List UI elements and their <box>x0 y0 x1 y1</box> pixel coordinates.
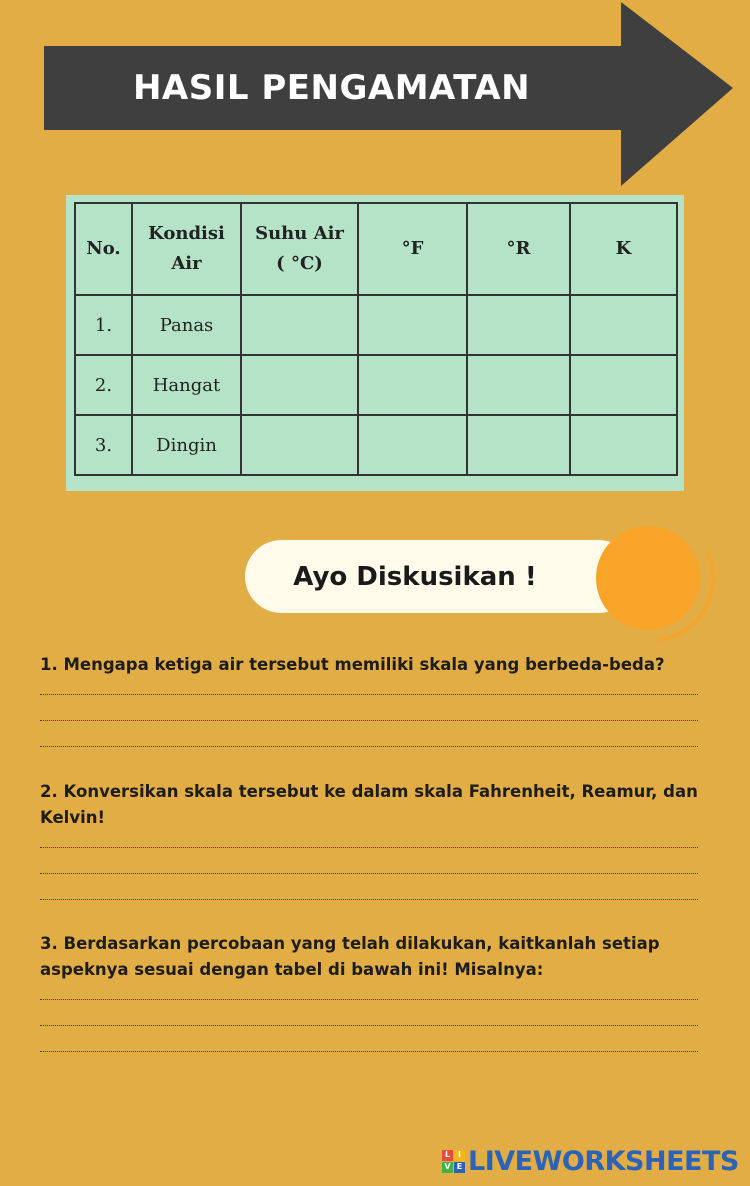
liveworksheets-logo[interactable] <box>442 1144 739 1178</box>
cell-reamur-input[interactable] <box>467 295 570 355</box>
answer-line-2a[interactable] <box>40 847 698 848</box>
logo-text: LIVEWORKSHEETS <box>468 1145 739 1177</box>
logo-mark-tile: I <box>454 1150 465 1161</box>
answer-line-2c[interactable] <box>40 899 698 900</box>
logo-mark-tile: E <box>454 1162 465 1173</box>
header-kondisi: Kondisi Air <box>132 203 241 295</box>
table-row <box>75 295 677 355</box>
cell-kondisi: Hangat <box>132 355 241 415</box>
question-1: 1. Mengapa ketiga air tersebut memiliki skala yang berbeda-beda? <box>40 655 665 674</box>
question-3: 3. Berdasarkan percobaan yang telah dilakukan, kaitkanlah setiap aspeknya sesuai dengan tabel di bawah ini! Misalnya: <box>40 934 660 979</box>
header-kelvin: K <box>570 203 677 295</box>
table-row <box>75 355 677 415</box>
observation-table-panel <box>66 195 684 491</box>
cell-celsius-input[interactable] <box>241 355 358 415</box>
header-reamur: °R <box>467 203 570 295</box>
answer-line-3a[interactable] <box>40 999 698 1000</box>
cell-celsius-input[interactable] <box>241 415 358 475</box>
cell-fahrenheit-input[interactable] <box>358 295 467 355</box>
cell-celsius-input[interactable] <box>241 295 358 355</box>
table-row <box>75 415 677 475</box>
cell-kondisi: Dingin <box>132 415 241 475</box>
cell-kelvin-input[interactable] <box>570 415 677 475</box>
header-no: No. <box>75 203 132 295</box>
page-title: HASIL PENGAMATAN <box>132 68 531 108</box>
answer-line-1a[interactable] <box>40 694 698 695</box>
cell-kelvin-input[interactable] <box>570 295 677 355</box>
logo-mark-tile: V <box>442 1162 453 1173</box>
cell-fahrenheit-input[interactable] <box>358 355 467 415</box>
cell-reamur-input[interactable] <box>467 415 570 475</box>
answer-line-3c[interactable] <box>40 1051 698 1052</box>
cell-fahrenheit-input[interactable] <box>358 415 467 475</box>
answer-line-3b[interactable] <box>40 1025 698 1026</box>
answer-line-1c[interactable] <box>40 746 698 747</box>
cell-kelvin-input[interactable] <box>570 355 677 415</box>
answer-line-2b[interactable] <box>40 873 698 874</box>
cell-reamur-input[interactable] <box>467 355 570 415</box>
observation-table <box>74 202 678 476</box>
cell-no: 3. <box>75 415 132 475</box>
cell-no: 2. <box>75 355 132 415</box>
question-2: 2. Konversikan skala tersebut ke dalam skala Fahrenheit, Reamur, dan Kelvin! <box>40 782 698 827</box>
table-header-row <box>75 203 677 295</box>
answer-line-1b[interactable] <box>40 720 698 721</box>
discussion-title: Ayo Diskusikan ! <box>293 561 537 592</box>
liveworksheets-logo-icon <box>442 1150 465 1173</box>
header-fahrenheit: °F <box>358 203 467 295</box>
header-suhu-air: Suhu Air ( °C) <box>241 203 358 295</box>
cell-no: 1. <box>75 295 132 355</box>
cell-kondisi: Panas <box>132 295 241 355</box>
logo-mark-tile: L <box>442 1150 453 1161</box>
